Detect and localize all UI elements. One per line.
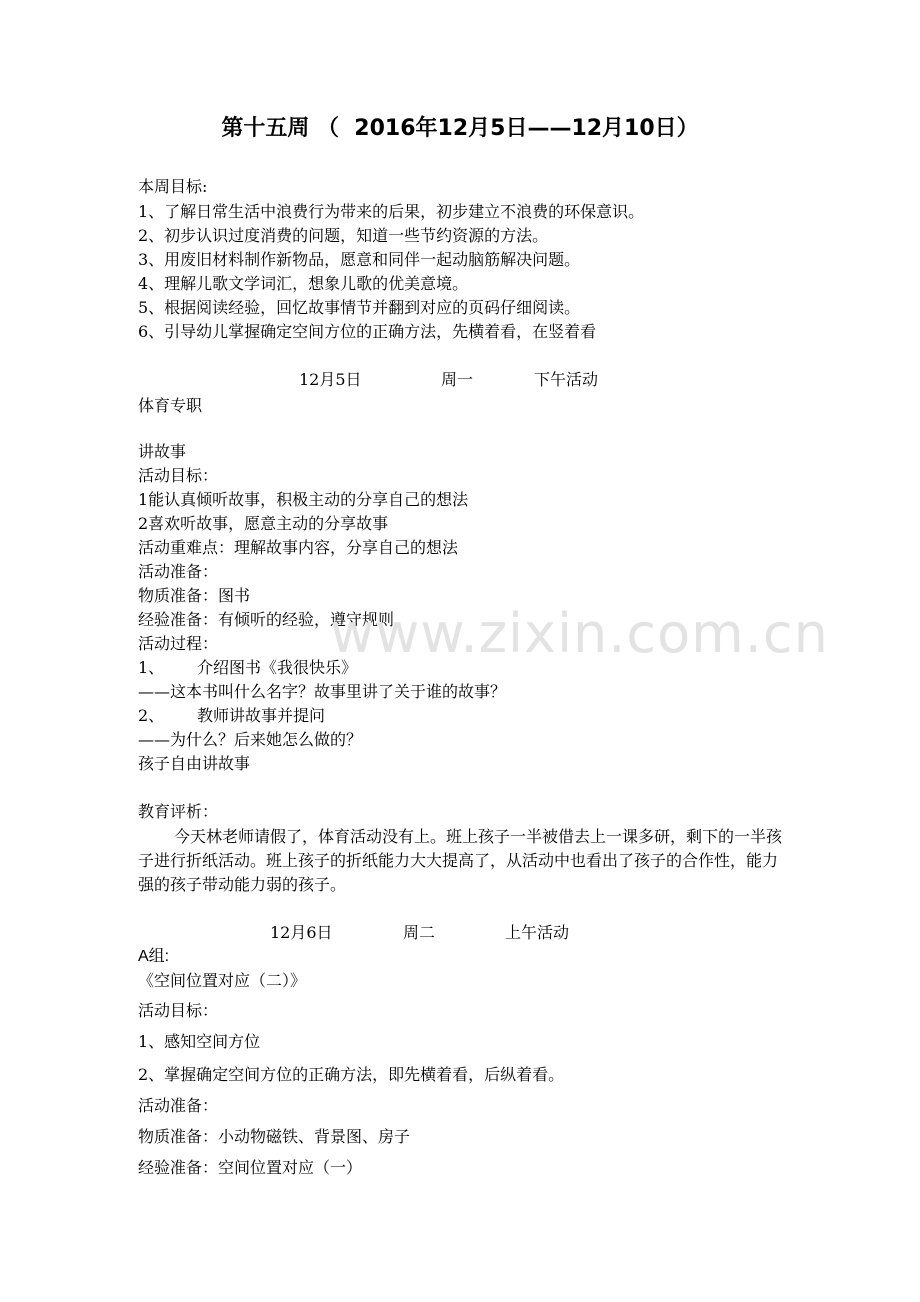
day1-weekday: 周一 xyxy=(441,370,474,389)
day1-goal: 2喜欢听故事，愿意主动的分享故事 xyxy=(138,514,389,533)
goal-item: 1、了解日常生活中浪费行为带来的后果，初步建立不浪费的环保意识。 xyxy=(138,202,645,221)
day1-review-paragraph: 今天林老师请假了，体育活动没有上。班上孩子一半被借去上一课多研，剩下的一半孩子进行折纸活动。班上孩子的折纸能力大大提高了，从活动中也看出了孩子的合作性，能力强的孩子带动能力弱的孩子。 xyxy=(138,827,783,894)
day1-step1-question: ——这本书叫什么名字？故事里讲了关于谁的故事？ xyxy=(138,682,507,701)
day1-material-prep: 物质准备：图书 xyxy=(138,586,251,605)
day1-prep-label: 活动准备： xyxy=(138,562,219,581)
day1-goals-label: 活动目标： xyxy=(138,466,219,485)
day2-experience-prep: 经验准备：空间位置对应（一） xyxy=(138,1158,363,1177)
goal-item: 5、根据阅读经验，回忆故事情节并翻到对应的页码仔细阅读。 xyxy=(138,298,581,317)
watermark: www.zixin.com.cn xyxy=(330,602,829,665)
day1-date: 12月5日 xyxy=(299,370,362,389)
day1-pe: 体育专职 xyxy=(138,396,203,415)
day1-step1-number: 1、 xyxy=(138,658,165,677)
day1-goal: 1能认真倾听故事，积极主动的分享自己的想法 xyxy=(138,490,469,509)
day1-process-label: 活动过程： xyxy=(138,634,219,653)
day1-step2-question: ——为什么？后来她怎么做的？ xyxy=(138,730,363,749)
day2-date: 12月6日 xyxy=(270,923,333,942)
day2-weekday: 周二 xyxy=(403,923,436,942)
day2-prep-label: 活动准备： xyxy=(138,1096,219,1115)
day1-step2-text: 教师讲故事并提问 xyxy=(197,706,326,725)
day1-experience-prep: 经验准备：有倾听的经验，遵守规则 xyxy=(138,610,395,629)
day2-goal: 1、感知空间方位 xyxy=(138,1032,261,1051)
day1-step2-number: 2、 xyxy=(138,706,165,725)
goal-item: 6、引导幼儿掌握确定空间方位的正确方法，先横着看，在竖着看 xyxy=(138,322,597,341)
goal-item: 2、初步认识过度消费的问题，知道一些节约资源的方法。 xyxy=(138,226,549,245)
day1-step1-text: 介绍图书《我很快乐》 xyxy=(197,658,358,677)
goals-heading: 本周目标: xyxy=(138,177,208,196)
goal-item: 3、用废旧材料制作新物品，愿意和同伴一起动脑筋解决问题。 xyxy=(138,250,581,269)
day1-review-label: 教育评析： xyxy=(138,802,219,821)
day1-period: 下午活动 xyxy=(534,370,599,389)
day2-activity-title: 《空间位置对应（二）》 xyxy=(138,971,307,990)
day2-period: 上午活动 xyxy=(505,923,570,942)
page-title: 第十五周 （ 2016年12月5日——12月10日） xyxy=(221,116,699,141)
day1-activity-title: 讲故事 xyxy=(138,442,187,461)
day2-material-prep: 物质准备：小动物磁铁、背景图、房子 xyxy=(138,1127,411,1146)
goal-item: 4、理解儿歌文学词汇，想象儿歌的优美意境。 xyxy=(138,274,469,293)
day2-goals-label: 活动目标： xyxy=(138,1001,219,1020)
day2-group: A组: xyxy=(138,948,170,965)
day1-free-story: 孩子自由讲故事 xyxy=(138,754,251,773)
day2-goal: 2、掌握确定空间方位的正确方法，即先横着看，后纵着看。 xyxy=(138,1065,565,1084)
day1-key-points: 活动重难点：理解故事内容，分享自己的想法 xyxy=(138,538,459,557)
